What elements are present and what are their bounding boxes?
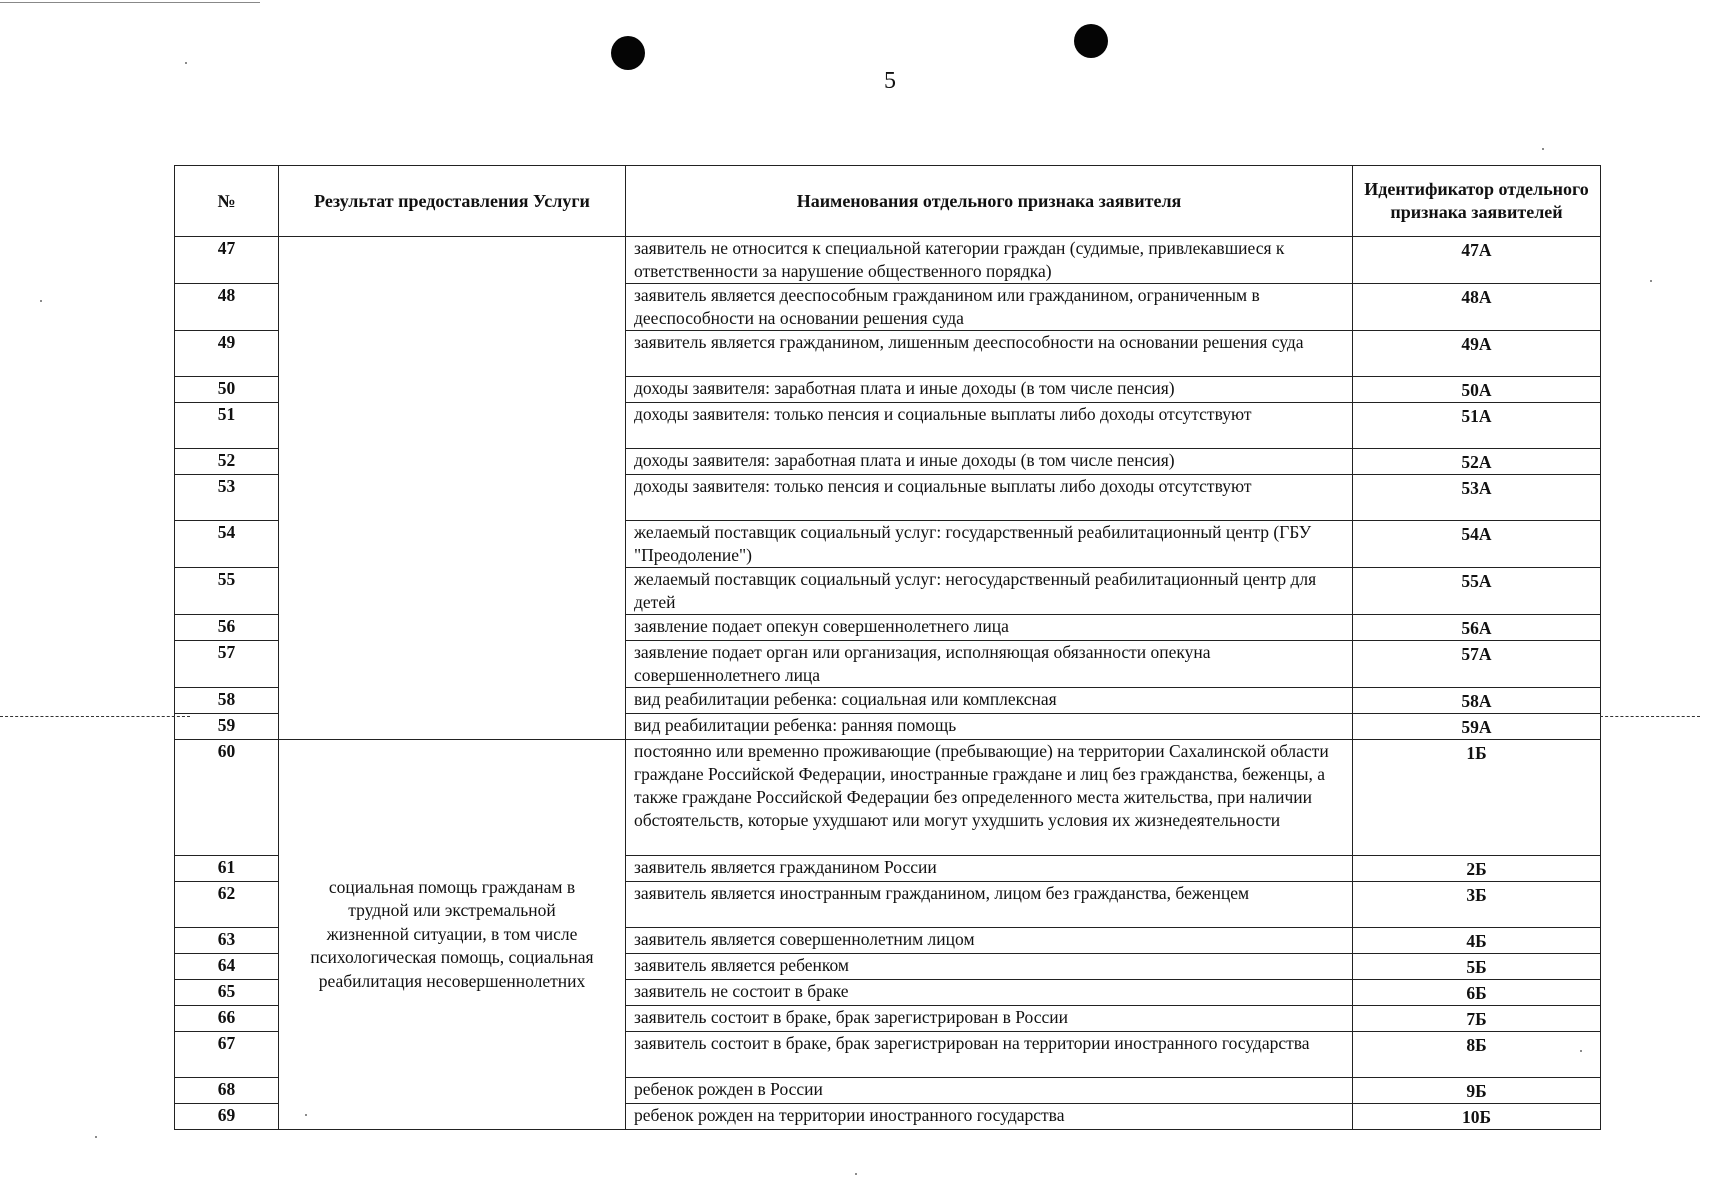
table-row — [175, 237, 1601, 284]
header-result: Результат предоставления Услуги — [279, 166, 626, 237]
criterion-id: 48А — [1353, 284, 1601, 331]
service-result-cell: социальная помощь гражданам в трудной или экстремальной жизненной ситуации, в том числе психологическая помощь, социальная реабилитация несовершеннолетних — [279, 740, 626, 1130]
criterion-name: доходы заявителя: только пенсия и социальные выплаты либо доходы отсутствуют — [626, 403, 1353, 449]
row-number: 56 — [175, 615, 279, 641]
scan-speck — [95, 1136, 97, 1138]
row-number: 58 — [175, 688, 279, 714]
criterion-id: 9Б — [1353, 1078, 1601, 1104]
criterion-name: вид реабилитации ребенка: социальная или комплексная — [626, 688, 1353, 714]
row-number: 55 — [175, 568, 279, 615]
table-row — [175, 740, 1601, 856]
criterion-id: 4Б — [1353, 928, 1601, 954]
criterion-id: 8Б — [1353, 1032, 1601, 1078]
criterion-name: заявитель состоит в браке, брак зарегистрирован в России — [626, 1006, 1353, 1032]
criterion-name: заявление подает опекун совершеннолетнего лица — [626, 615, 1353, 641]
row-number: 54 — [175, 521, 279, 568]
scan-artifact-line — [0, 2, 260, 4]
row-number: 57 — [175, 641, 279, 688]
criterion-id: 54А — [1353, 521, 1601, 568]
criterion-name: заявитель является иностранным гражданином, лицом без гражданства, беженцем — [626, 882, 1353, 928]
criterion-name: заявитель является гражданином, лишенным дееспособности на основании решения суда — [626, 331, 1353, 377]
criterion-id: 5Б — [1353, 954, 1601, 980]
criterion-id: 50А — [1353, 377, 1601, 403]
row-number: 48 — [175, 284, 279, 331]
row-number: 47 — [175, 237, 279, 284]
criterion-id: 57А — [1353, 641, 1601, 688]
row-number: 69 — [175, 1104, 279, 1130]
header-id: Идентификатор отдельного признака заявителей — [1353, 166, 1601, 237]
criterion-id: 1Б — [1353, 740, 1601, 856]
criterion-name: заявитель не состоит в браке — [626, 980, 1353, 1006]
row-number: 65 — [175, 980, 279, 1006]
table-body — [175, 237, 1601, 1130]
criterion-id: 3Б — [1353, 882, 1601, 928]
criteria-table-wrapper — [174, 165, 1600, 1130]
criterion-name: заявитель является ребенком — [626, 954, 1353, 980]
criterion-name: доходы заявителя: только пенсия и социальные выплаты либо доходы отсутствуют — [626, 475, 1353, 521]
scan-speck — [185, 62, 187, 64]
row-number: 59 — [175, 714, 279, 740]
row-number: 53 — [175, 475, 279, 521]
criterion-id: 59А — [1353, 714, 1601, 740]
row-number: 63 — [175, 928, 279, 954]
criterion-id: 10Б — [1353, 1104, 1601, 1130]
criterion-name: постоянно или временно проживающие (пребывающие) на территории Сахалинской области граждане Российской Федерации, иностранные граждане и лиц без гражданства, беженцы, а также граждане Российской Федерации без определенного места жительства, при наличии обстоятельств, которые ухудшают или могут ухудшить условия их жизнедеятельности — [626, 740, 1353, 856]
criterion-name: ребенок рожден на территории иностранного государства — [626, 1104, 1353, 1130]
row-number: 66 — [175, 1006, 279, 1032]
table-header-row — [175, 166, 1601, 237]
scan-speck — [40, 300, 42, 302]
criterion-id: 51А — [1353, 403, 1601, 449]
punch-hole-right — [1074, 24, 1108, 58]
service-result-cell — [279, 237, 626, 740]
criterion-id: 6Б — [1353, 980, 1601, 1006]
criterion-name: доходы заявителя: заработная плата и иные доходы (в том числе пенсия) — [626, 377, 1353, 403]
criterion-id: 55А — [1353, 568, 1601, 615]
header-num: № — [175, 166, 279, 237]
criterion-name: заявитель не относится к специальной категории граждан (судимые, привлекавшиеся к ответственности за нарушение общественного порядка) — [626, 237, 1353, 284]
scan-artifact-line — [0, 716, 190, 718]
scan-speck — [855, 1173, 857, 1175]
criteria-table — [174, 165, 1601, 1130]
row-number: 68 — [175, 1078, 279, 1104]
row-number: 62 — [175, 882, 279, 928]
row-number: 52 — [175, 449, 279, 475]
row-number: 64 — [175, 954, 279, 980]
criterion-id: 7Б — [1353, 1006, 1601, 1032]
criterion-id: 52А — [1353, 449, 1601, 475]
criterion-name: заявитель является дееспособным гражданином или гражданином, ограниченным в дееспособности на основании решения суда — [626, 284, 1353, 331]
criterion-name: заявитель является совершеннолетним лицом — [626, 928, 1353, 954]
row-number: 67 — [175, 1032, 279, 1078]
criterion-name: желаемый поставщик социальный услуг: негосударственный реабилитационный центр для детей — [626, 568, 1353, 615]
row-number: 60 — [175, 740, 279, 856]
criterion-id: 49А — [1353, 331, 1601, 377]
criterion-id: 2Б — [1353, 856, 1601, 882]
criterion-name: вид реабилитации ребенка: ранняя помощь — [626, 714, 1353, 740]
row-number: 49 — [175, 331, 279, 377]
criterion-name: желаемый поставщик социальный услуг: государственный реабилитационный центр (ГБУ "Преодоление") — [626, 521, 1353, 568]
row-number: 51 — [175, 403, 279, 449]
scan-speck — [1580, 1050, 1582, 1052]
scan-speck — [1542, 148, 1544, 150]
row-number: 61 — [175, 856, 279, 882]
criterion-name: заявитель состоит в браке, брак зарегистрирован на территории иностранного государства — [626, 1032, 1353, 1078]
scan-artifact-line — [1600, 716, 1700, 718]
row-number: 50 — [175, 377, 279, 403]
criterion-name: доходы заявителя: заработная плата и иные доходы (в том числе пенсия) — [626, 449, 1353, 475]
header-name: Наименования отдельного признака заявителя — [626, 166, 1353, 237]
scan-speck — [305, 1114, 307, 1116]
page-number: 5 — [884, 68, 896, 94]
criterion-id: 58А — [1353, 688, 1601, 714]
criterion-name: ребенок рожден в России — [626, 1078, 1353, 1104]
criterion-name: заявитель является гражданином России — [626, 856, 1353, 882]
punch-hole-left — [611, 36, 645, 70]
criterion-id: 47А — [1353, 237, 1601, 284]
criterion-name: заявление подает орган или организация, исполняющая обязанности опекуна совершеннолетнего лица — [626, 641, 1353, 688]
scan-speck — [1650, 280, 1652, 282]
criterion-id: 53А — [1353, 475, 1601, 521]
criterion-id: 56А — [1353, 615, 1601, 641]
